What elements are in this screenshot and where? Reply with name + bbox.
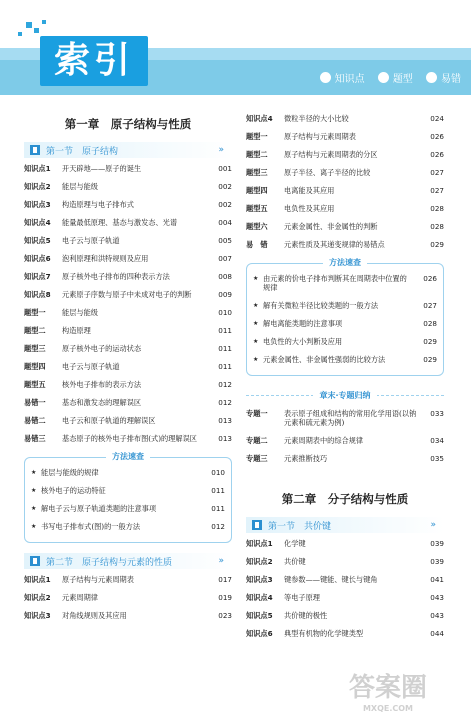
entry-key: 专题三 [246, 454, 268, 463]
tag-tixing [378, 70, 413, 85]
entry-key: 题型四 [246, 186, 268, 195]
toc-list [246, 539, 444, 638]
entry-title: 原子核外电子的运动状态 [62, 344, 142, 353]
entry-page: 035 [430, 454, 444, 463]
entry-page: 011 [211, 486, 225, 495]
entry-page: 002 [218, 200, 232, 209]
entry-page: 027 [430, 186, 444, 195]
entry-title: 解电离能类题的注意事项 [263, 319, 343, 328]
entry-title: 原子结构与元素周期表 [62, 575, 134, 584]
watermark-text: 答案圈 [348, 673, 427, 703]
entry-title: 原子结构与元素周期表 [284, 132, 356, 141]
section-header[interactable] [246, 517, 444, 533]
header-banner [0, 0, 471, 106]
toc-entry[interactable] [31, 468, 225, 477]
entry-page: 028 [430, 204, 444, 213]
entry-title: 开天辟地——原子的诞生 [62, 164, 142, 173]
entry-title: 电子云与原子轨道 [62, 362, 120, 371]
entry-page: 011 [211, 504, 225, 513]
chapter-title: 第一章 原子结构与性质 [64, 117, 192, 131]
entry-title: 共价键的极性 [284, 611, 328, 620]
method-box [24, 452, 232, 543]
toc-entry[interactable] [246, 186, 444, 195]
toc-entry[interactable] [246, 222, 444, 231]
star-icon: ★ [31, 505, 37, 512]
toc-list [24, 164, 232, 443]
star-icon: ★ [253, 275, 259, 282]
entry-title: 核外电子的运动特征 [41, 486, 106, 495]
chevron-right-icon: » [218, 145, 224, 155]
entry-key: 知识点6 [246, 629, 273, 638]
entry-page: 043 [430, 593, 444, 602]
entry-key: 易错二 [24, 416, 46, 425]
method-list [31, 468, 225, 531]
toc-entry[interactable] [246, 436, 444, 445]
entry-key: 知识点1 [246, 539, 273, 548]
entry-page: 029 [423, 337, 437, 346]
page-title: 索引 [40, 36, 148, 86]
star-icon: ★ [253, 338, 259, 345]
entry-key: 知识点5 [24, 236, 51, 245]
method-box [246, 258, 444, 376]
entry-title: 基态和激发态的理解误区 [62, 398, 142, 407]
toc-entry[interactable] [24, 344, 232, 353]
book-icon [252, 520, 262, 530]
toc-entry[interactable] [24, 611, 232, 620]
tag-label: 知识点 [334, 74, 365, 85]
entry-page: 010 [211, 468, 225, 477]
entry-title: 解有关微粒半径比较类题的一般方法 [263, 301, 379, 310]
section-header[interactable] [24, 553, 232, 569]
entry-page: 012 [218, 398, 232, 407]
toc-entry[interactable] [24, 200, 232, 209]
entry-key: 易错三 [24, 434, 46, 443]
entry-key: 题型二 [24, 326, 46, 335]
toc-entry[interactable] [24, 593, 232, 602]
entry-page: 011 [218, 326, 232, 335]
toc-entry[interactable] [24, 272, 232, 281]
entry-page: 028 [430, 222, 444, 231]
entry-page: 001 [218, 164, 232, 173]
toc-entry[interactable] [24, 164, 232, 173]
toc-entry[interactable] [246, 150, 444, 159]
toc-entry[interactable] [253, 274, 437, 292]
legend-tags [310, 70, 461, 86]
entry-key: 知识点3 [24, 611, 51, 620]
entry-title: 等电子原理 [284, 593, 320, 602]
chevron-right-icon: » [430, 520, 436, 530]
entry-title: 元素周期表中的综合规律 [284, 436, 364, 445]
entry-page: 027 [423, 301, 437, 310]
toc-entry[interactable] [31, 522, 225, 531]
entry-title: 原子结构与元素周期表的分区 [284, 150, 378, 159]
method-box-label: 方法速查 [106, 452, 150, 461]
method-box-title [247, 257, 443, 268]
entry-title: 化学键 [284, 539, 306, 548]
entry-title: 典型有机物的化学键类型 [284, 629, 364, 638]
entry-title: 构造原理 [62, 326, 91, 335]
entry-title: 泡利原理和洪特规则及应用 [62, 254, 149, 263]
star-icon: ★ [31, 469, 37, 476]
toc-entry[interactable] [24, 416, 232, 425]
entry-title: 元素金属性、非金属性强弱的比较方法 [263, 355, 386, 364]
entry-title: 元素周期律 [62, 593, 98, 602]
entry-key: 易错一 [24, 398, 46, 407]
star-icon: ★ [253, 302, 259, 309]
entry-key: 题型二 [246, 150, 268, 159]
watermark-url: MXQE.COM [362, 704, 414, 713]
entry-key: 知识点3 [24, 200, 51, 209]
toc-entry[interactable] [246, 539, 444, 548]
decor-pixel [18, 32, 22, 36]
toc-list [246, 409, 444, 463]
entry-page: 007 [218, 254, 232, 263]
right-column [246, 114, 444, 647]
entry-title: 元素推断技巧 [284, 454, 328, 463]
entry-title: 共价键 [284, 557, 306, 566]
method-box-title [25, 451, 231, 462]
entry-key: 题型五 [24, 380, 46, 389]
toc-entry[interactable] [246, 204, 444, 213]
left-column [24, 110, 232, 629]
entry-title: 键参数——键能、键长与键角 [284, 575, 378, 584]
entry-title: 微粒半径的大小比较 [284, 114, 349, 123]
toc-entry[interactable] [246, 132, 444, 141]
toc-entry[interactable] [253, 319, 437, 328]
entry-title: 核外电子排布的表示方法 [62, 380, 142, 389]
toc-entry[interactable] [24, 308, 232, 317]
entry-key: 题型六 [246, 222, 268, 231]
entry-key: 题型四 [24, 362, 46, 371]
entry-key: 题型三 [24, 344, 46, 353]
toc-list [24, 575, 232, 620]
tag-label: 易错 [441, 74, 461, 85]
entry-page: 026 [423, 274, 437, 283]
toc-entry[interactable] [246, 240, 444, 249]
tag-label: 题型 [392, 74, 413, 85]
method-box-label: 方法速查 [323, 258, 367, 267]
entry-title: 由元素的价电子排布判断其在周期表中位置的规律 [263, 274, 407, 292]
entry-title: 原子半径、离子半径的比较 [284, 168, 371, 177]
toc-entry[interactable] [24, 362, 232, 371]
entry-page: 027 [430, 168, 444, 177]
entry-key: 知识点7 [24, 272, 51, 281]
decor-pixel [34, 28, 39, 33]
entry-title: 电子云与原子轨道 [62, 236, 120, 245]
entry-title: 元素原子序数与原子中未成对电子的判断 [62, 290, 192, 299]
entry-title: 基态原子的核外电子排布图(式)的理解误区 [62, 434, 197, 443]
entry-title: 电负性及其应用 [284, 204, 335, 213]
entry-title: 能层与能级 [62, 308, 98, 317]
entry-title: 表示原子组成和结构的常用化学用语(以钠元素和硫元素为例) [284, 409, 417, 427]
toc-entry[interactable] [246, 557, 444, 566]
circle-icon [378, 72, 389, 83]
entry-key: 题型一 [246, 132, 268, 141]
entry-page: 033 [430, 409, 444, 418]
entry-title: 电负性的大小判断及应用 [263, 337, 343, 346]
section-header[interactable] [24, 142, 232, 158]
entry-page: 017 [218, 575, 232, 584]
entry-page: 005 [218, 236, 232, 245]
entry-title: 能量最低原理、基态与激发态、光谱 [62, 218, 178, 227]
watermark [313, 671, 463, 711]
method-list [253, 274, 437, 364]
entry-title: 电离能及其应用 [284, 186, 335, 195]
entry-page: 034 [430, 436, 444, 445]
entry-key: 题型三 [246, 168, 268, 177]
entry-title: 构造原理与电子排布式 [62, 200, 134, 209]
entry-key: 知识点4 [246, 114, 273, 123]
entry-page: 004 [218, 218, 232, 227]
toc-entry[interactable] [24, 254, 232, 263]
toc-list [246, 114, 444, 249]
toc-entry[interactable] [24, 434, 232, 443]
toc-entry[interactable] [253, 301, 437, 310]
entry-key: 题型一 [24, 308, 46, 317]
entry-key: 知识点8 [24, 290, 51, 299]
toc-entry[interactable] [24, 380, 232, 389]
book-icon [30, 556, 40, 566]
toc-entry[interactable] [24, 182, 232, 191]
entry-title: 对角线规则及其应用 [62, 611, 127, 620]
chapter-summary-header [246, 390, 444, 401]
entry-title: 书写电子排布式(图)的一般方法 [41, 522, 141, 531]
entry-page: 011 [218, 362, 232, 371]
tag-yicuo [426, 70, 461, 85]
entry-page: 029 [423, 355, 437, 364]
circle-icon [426, 72, 437, 83]
section-label: 第二节 原子结构与元素的性质 [46, 557, 173, 568]
entry-title: 能层与能级 [62, 182, 98, 191]
toc-entry[interactable] [24, 236, 232, 245]
toc-entry[interactable] [246, 593, 444, 602]
entry-page: 028 [423, 319, 437, 328]
entry-title: 能层与能级的规律 [41, 468, 99, 477]
chapter-summary-label: 章末·专题归纳 [313, 391, 376, 400]
entry-key: 专题二 [246, 436, 268, 445]
entry-key: 知识点3 [246, 575, 273, 584]
entry-key: 易 错 [246, 240, 268, 249]
entry-page: 026 [430, 150, 444, 159]
entry-page: 008 [218, 272, 232, 281]
entry-key: 知识点5 [246, 611, 273, 620]
entry-title: 解电子云与原子轨道类题的注意事项 [41, 504, 157, 513]
toc-entry[interactable] [246, 168, 444, 177]
toc-entry[interactable] [24, 326, 232, 335]
entry-key: 知识点2 [24, 593, 51, 602]
entry-key: 知识点1 [24, 164, 51, 173]
chevron-right-icon: » [218, 556, 224, 566]
star-icon: ★ [253, 356, 259, 363]
entry-key: 专题一 [246, 409, 268, 418]
entry-page: 013 [218, 434, 232, 443]
section-label: 第一节 共价键 [268, 521, 332, 532]
entry-page: 023 [218, 611, 232, 620]
entry-page: 011 [218, 344, 232, 353]
toc-entry[interactable] [253, 355, 437, 364]
toc-entry[interactable] [246, 611, 444, 620]
toc-entry[interactable] [31, 486, 225, 495]
entry-key: 题型五 [246, 204, 268, 213]
toc-entry[interactable] [253, 337, 437, 346]
entry-page: 043 [430, 611, 444, 620]
toc-entry[interactable] [246, 575, 444, 584]
entry-page: 002 [218, 182, 232, 191]
toc-entry[interactable] [246, 114, 444, 123]
entry-key: 知识点6 [24, 254, 51, 263]
star-icon: ★ [31, 523, 37, 530]
toc-entry[interactable] [24, 575, 232, 584]
entry-page: 009 [218, 290, 232, 299]
entry-key: 知识点1 [24, 575, 51, 584]
entry-page: 019 [218, 593, 232, 602]
toc-entry[interactable] [31, 504, 225, 513]
entry-page: 039 [430, 557, 444, 566]
section-label: 第一节 原子结构 [46, 146, 119, 157]
entry-title: 电子云和原子轨道的理解误区 [62, 416, 156, 425]
toc-entry[interactable] [24, 398, 232, 407]
tag-zhishidian [320, 70, 365, 85]
toc-entry[interactable] [246, 409, 444, 427]
star-icon: ★ [253, 320, 259, 327]
entry-page: 010 [218, 308, 232, 317]
chapter-title: 第二章 分子结构与性质 [281, 492, 409, 506]
entry-key: 知识点4 [24, 218, 51, 227]
entry-page: 024 [430, 114, 444, 123]
entry-page: 041 [430, 575, 444, 584]
entry-title: 元素金属性、非金属性的判断 [284, 222, 378, 231]
entry-title: 元素性质及其递变规律的易错点 [284, 240, 385, 249]
entry-title: 原子核外电子排布的四种表示方法 [62, 272, 170, 281]
toc-entry[interactable] [246, 454, 444, 463]
toc-entry[interactable] [24, 290, 232, 299]
star-icon: ★ [31, 487, 37, 494]
entry-key: 知识点4 [246, 593, 273, 602]
entry-page: 013 [218, 416, 232, 425]
entry-page: 029 [430, 240, 444, 249]
decor-pixel [26, 22, 32, 28]
entry-key: 知识点2 [24, 182, 51, 191]
entry-page: 026 [430, 132, 444, 141]
entry-page: 012 [211, 522, 225, 531]
toc-entry[interactable] [24, 218, 232, 227]
entry-page: 044 [430, 629, 444, 638]
toc-entry[interactable] [246, 629, 444, 638]
circle-icon [320, 72, 331, 83]
book-icon [30, 145, 40, 155]
decor-pixel [42, 20, 46, 24]
entry-page: 012 [218, 380, 232, 389]
entry-page: 039 [430, 539, 444, 548]
entry-key: 知识点2 [246, 557, 273, 566]
